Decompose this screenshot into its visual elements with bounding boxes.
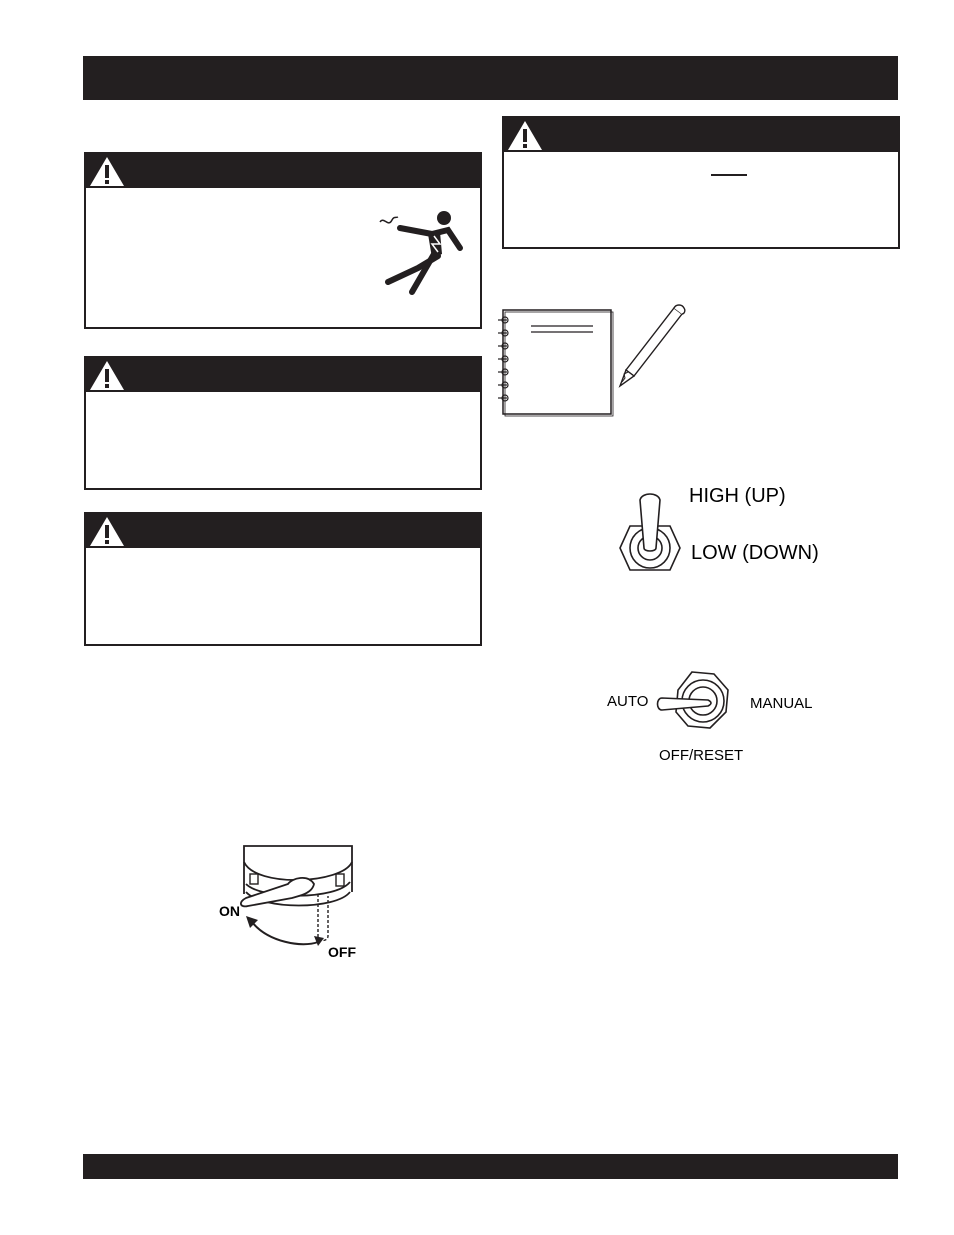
warning-header — [86, 514, 480, 548]
fuel-valve-on-label: ON — [219, 903, 240, 919]
warning-triangle-icon — [88, 155, 126, 188]
warning-header — [86, 154, 480, 188]
underline-mark — [711, 174, 747, 176]
header-bar — [83, 56, 898, 100]
off-reset-label: OFF/RESET — [659, 747, 744, 764]
manual-label: MANUAL — [750, 695, 813, 712]
electric-shock-warning-box — [84, 152, 482, 329]
notebook-icon — [495, 300, 620, 420]
fuel-valve-off-label: OFF — [328, 944, 356, 960]
warning-box-3 — [84, 512, 482, 646]
pencil-icon — [612, 302, 687, 390]
warning-header — [86, 358, 480, 392]
fuel-valve-lever-icon[interactable] — [232, 844, 360, 954]
warning-box-right — [502, 116, 900, 249]
throttle-high-label: HIGH (UP) — [689, 485, 786, 507]
warning-triangle-icon — [88, 359, 126, 392]
throttle-toggle-switch-icon[interactable] — [616, 490, 686, 572]
warning-header — [504, 118, 898, 152]
footer-bar — [83, 1154, 898, 1179]
warning-triangle-icon — [88, 515, 126, 548]
auto-label: AUTO — [607, 693, 649, 710]
warning-box-2 — [84, 356, 482, 490]
throttle-low-label: LOW (DOWN) — [691, 542, 819, 564]
electric-shock-figure-icon — [378, 206, 478, 301]
mode-selector-switch-icon[interactable] — [652, 668, 742, 732]
warning-triangle-icon — [506, 119, 544, 152]
